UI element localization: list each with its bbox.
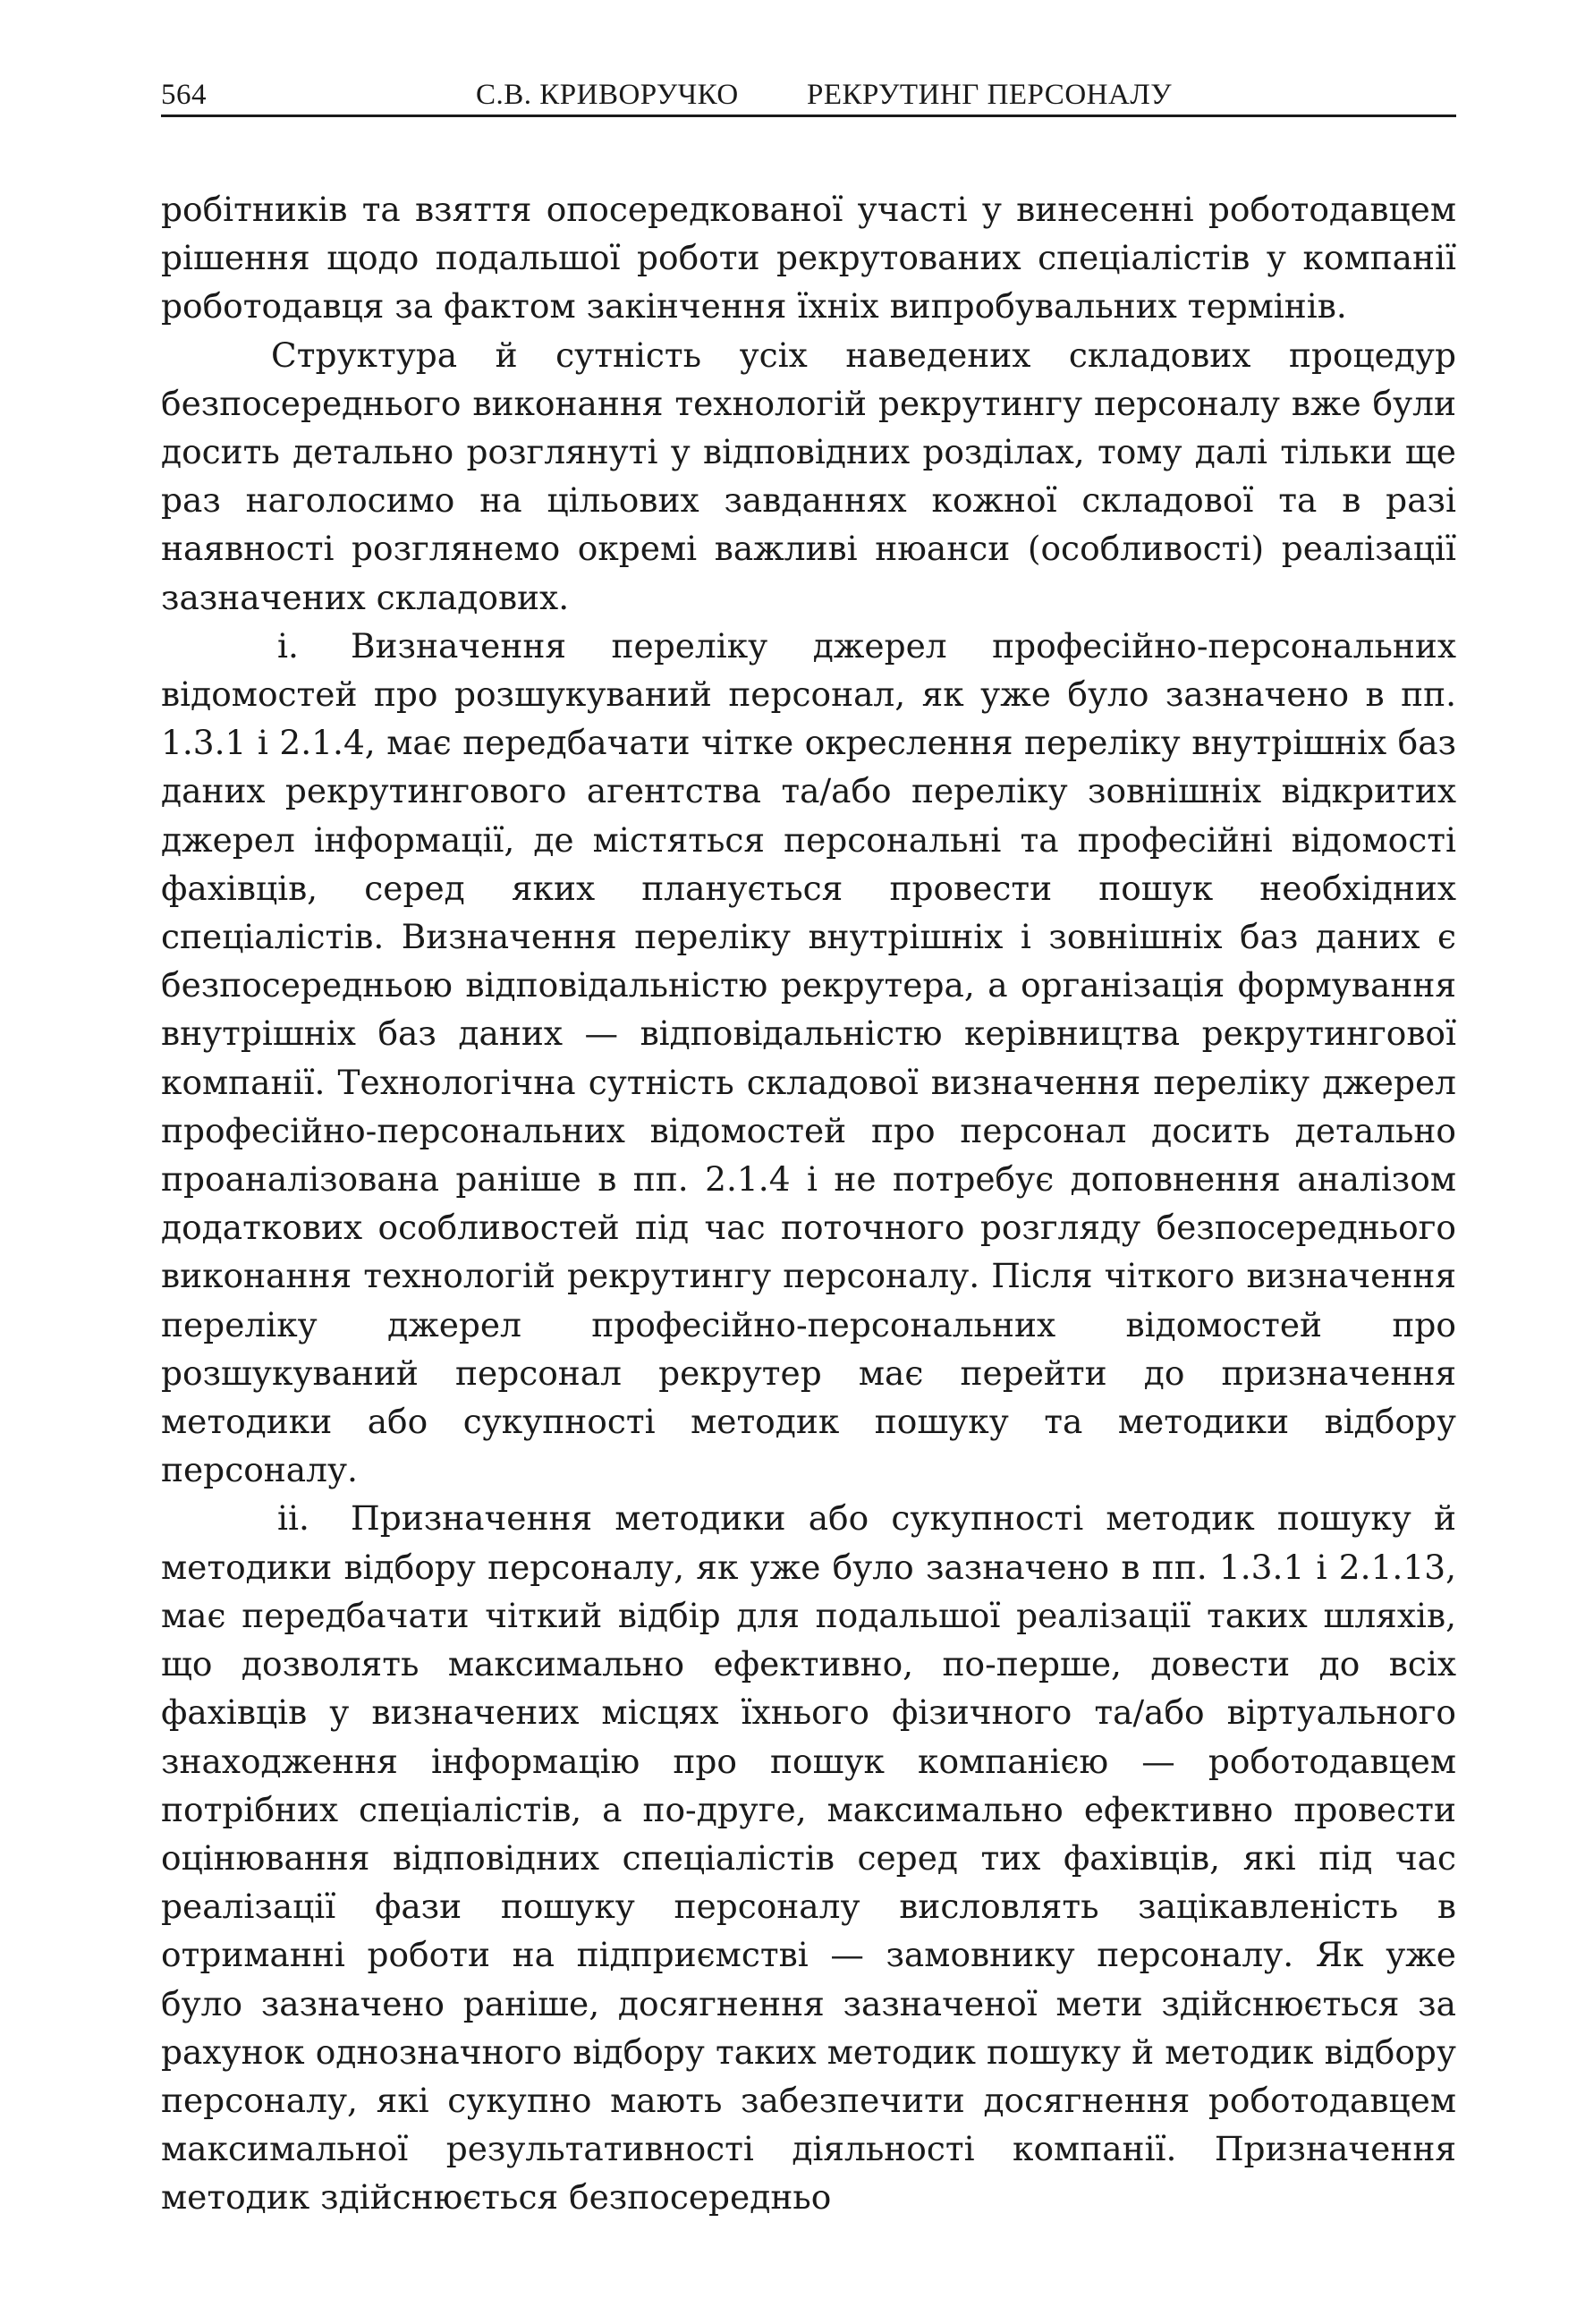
paragraph-continued [161,185,1456,331]
paragraph-text: Структура й сутність усіх наведених складових процедур безпосереднього виконання технологій рекрутингу персоналу вже були досить детально розглянуті у відповідних розділах, тому далі тільки ще раз наголосимо на цільових завданнях кожної складової та в разі наявності розглянемо окремі важливі нюанси (особливості) реалізації зазначених складових. [161,335,1456,617]
paragraph-text: робітників та взяття опосередкованої участі у винесенні роботодавцем рішення щодо подальшої роботи рекрутованих спеціалістів у компанії роботодавця за фактом закінчення їхніх випробувальних термінів. [161,190,1456,327]
running-header-title: РЕКРУТИНГ ПЕРСОНАЛУ [807,79,1173,111]
running-header [161,75,1456,117]
list-item-marker: i. [277,625,299,666]
paragraph [161,331,1456,622]
body-text [161,185,1456,2222]
running-header-author: С.В. КРИВОРУЧКО [476,79,739,111]
list-item-text: Визначення переліку джерел професійно-персональних відомостей про розшукуваний персонал, як уже було зазначено в пп. 1.3.1 і 2.1.4, має передбачати чітке окреслення переліку внутрішніх баз даних рекрутингового агентства та/або переліку зовнішніх відкритих джерел інформації, де містяться персональні та професійні відомості фахівців, серед яких планується провести пошук необхідних спеціалістів. Визначення переліку внутрішніх і зовнішніх баз даних є безпосередньою відповідальністю рекрутера, а організація формування внутрішніх баз даних — відповідальністю керівництва рекрутингової компанії. Технологічна сутність складової визначення переліку джерел професійно-персональних відомостей про персонал досить детально проаналізована раніше в пп. 2.1.4 і не потребує доповнення аналізом додаткових особливостей під час поточного розгляду безпосереднього виконання технологій рекрутингу персоналу. Після чіткого визначення переліку джерел професійно-персональних відомостей про розшукуваний персонал рекрутер має перейти до призначення методики або сукупності методик пошуку та методики відбору персоналу. [161,625,1456,1490]
list-item-text: Призначення методики або сукупності методик пошуку й методики відбору персоналу, як уже було зазначено в пп. 1.3.1 і 2.1.13, має передбачати чіткий відбір для подальшої реалізації таких шляхів, що дозволять максимально ефективно, по-перше, довести до всіх фахівців у визначених місцях їхнього фізичного та/або віртуального знаходження інформацію про пошук компанією — роботодавцем потрібних спеціалістів, а по-друге, максимально ефективно провести оцінювання відповідних спеціалістів серед тих фахівців, які під час реалізації фази пошуку персоналу висловлять зацікавленість в отриманні роботи на підприємстві — замовнику персоналу. Як уже було зазначено раніше, досягнення зазначеної мети здійснюється за рахунок однозначного відбору таких методик пошуку й методик відбору персоналу, які сукупно мають забезпечити досягнення роботодавцем максимальної результативності діяльності компанії. Призначення методик здійснюється безпосередньо [161,1498,1456,2218]
list-item [161,622,1456,1495]
page-number: 564 [161,79,207,111]
list-item-marker: ii. [277,1498,309,1539]
list-item [161,1494,1456,2221]
